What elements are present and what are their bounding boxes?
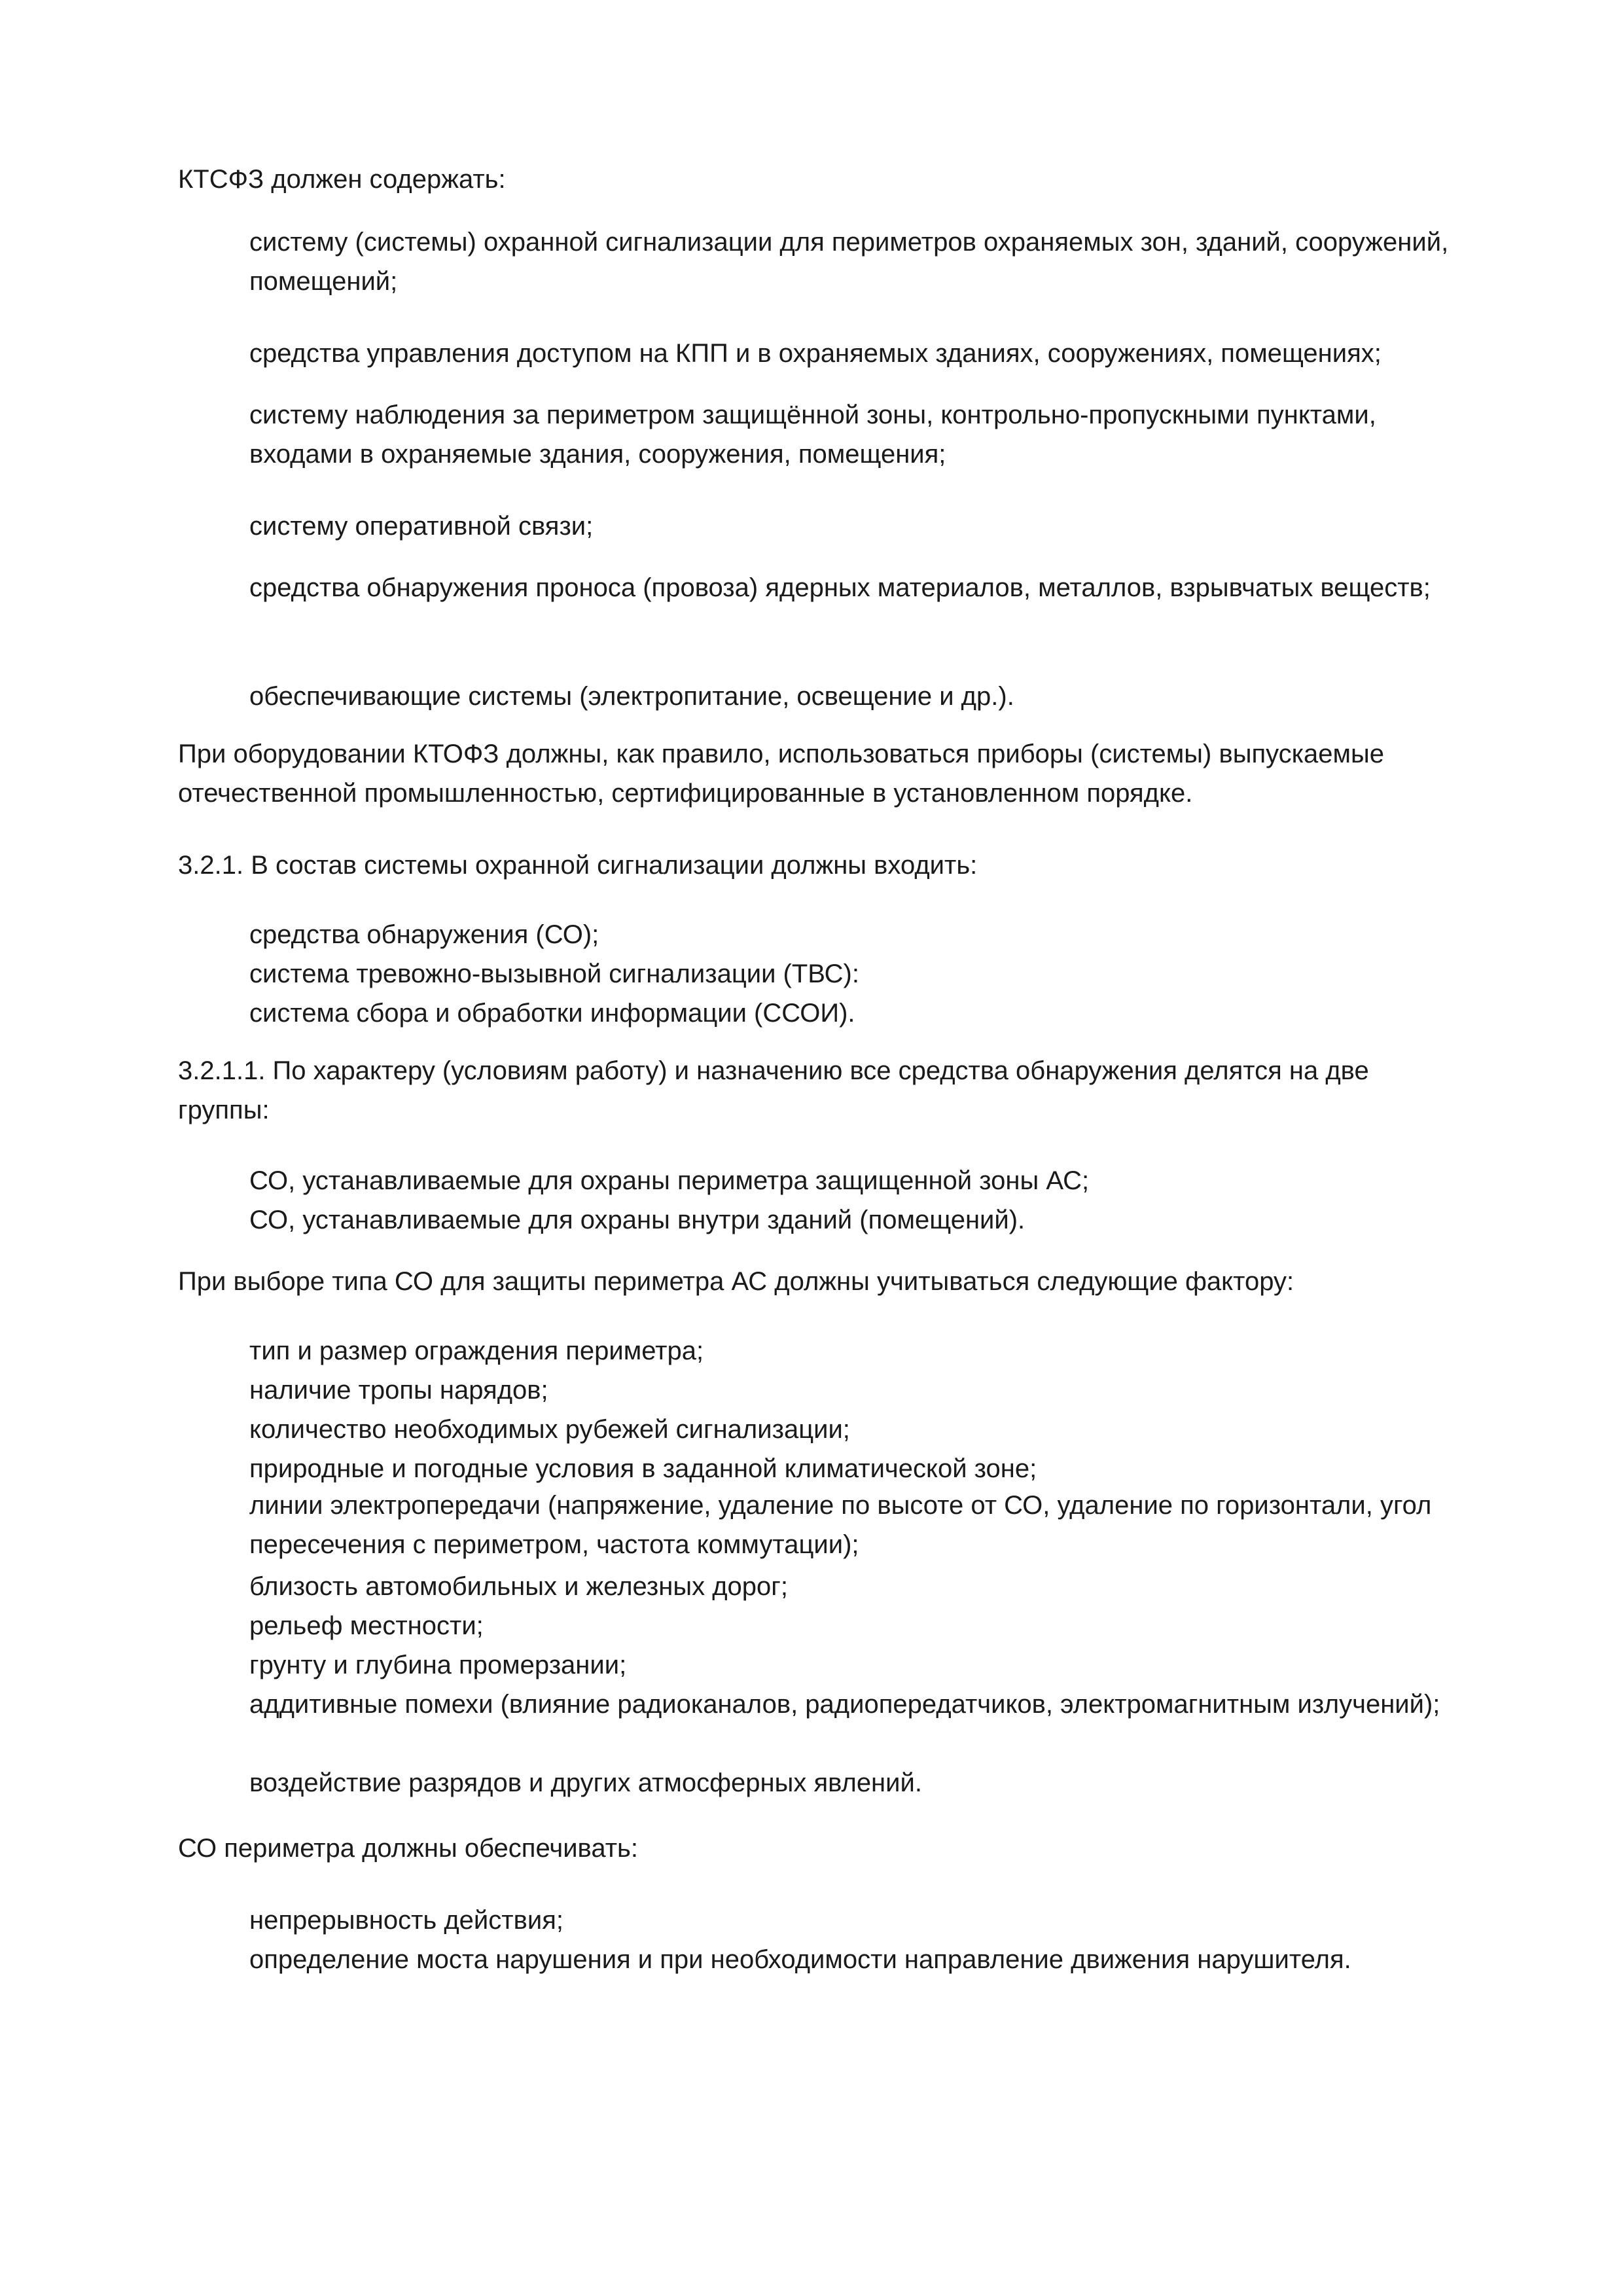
list-item: тип и размер ограждения периметра; bbox=[249, 1336, 704, 1365]
list-item: грунту и глубина промерзании; bbox=[249, 1651, 627, 1679]
list-item: непрерывность действия; bbox=[249, 1906, 563, 1935]
list-item: линии электропередачи (напряжение, удаление по высоте от СО, удаление по горизонтали, угол пересечения с периметром, частота коммутации); bbox=[249, 1491, 1432, 1559]
list-item: определение моста нарушения и при необходимости направление движения нарушителя. bbox=[249, 1945, 1351, 1974]
list-item: СО, устанавливаемые для охраны внутри зданий (помещений). bbox=[249, 1206, 1026, 1234]
list-item: обеспечивающие системы (электропитание, освещение и др.). bbox=[249, 682, 1014, 711]
perimeter-intro: СО периметра должны обеспечивать: bbox=[178, 1834, 638, 1863]
list-item: средства управления доступом на КПП и в охраняемых зданиях, сооружениях, помещениях; bbox=[249, 339, 1382, 368]
list-item: систему (системы) охранной сигнализации для периметров охраняемых зон, зданий, сооружений, помещений; bbox=[249, 228, 1449, 296]
section-3-2-1-1-heading: 3.2.1.1. По характеру (условиям работу) и назначению все средства обнаружения делятся на две группы: bbox=[178, 1056, 1369, 1124]
list-item: СО, устанавливаемые для охраны периметра защищенной зоны АС; bbox=[249, 1166, 1090, 1195]
section-3-2-1-heading: 3.2.1. В состав системы охранной сигнализации должны входить: bbox=[178, 851, 978, 880]
intro-line: КТСФЗ должен содержать: bbox=[178, 165, 506, 194]
list-item: количество необходимых рубежей сигнализации; bbox=[249, 1415, 850, 1444]
list-item: систему наблюдения за периметром защищённой зоны, контрольно-пропускными пунктами, входами в охраняемые здания, сооружения, помещения; bbox=[249, 401, 1376, 469]
list-item: близость автомобильных и железных дорог; bbox=[249, 1572, 788, 1601]
list-item: система тревожно-вызывной сигнализации (ТВС): bbox=[249, 960, 859, 988]
list-item: наличие тропы нарядов; bbox=[249, 1376, 548, 1405]
list-item: природные и погодные условия в заданной климатической зоне; bbox=[249, 1454, 1037, 1483]
factors-intro: При выборе типа СО для защиты периметра АС должны учитываться следующие фактору: bbox=[178, 1267, 1294, 1296]
list-item: средства обнаружения проноса (провоза) ядерных материалов, металлов, взрывчатых веществ; bbox=[249, 573, 1431, 602]
list-item: систему оперативной связи; bbox=[249, 512, 594, 541]
list-item: аддитивные помехи (влияние радиоканалов, радиопередатчиков, электромагнитным излучений); bbox=[249, 1690, 1440, 1719]
list-item: система сбора и обработки информации (ССОИ). bbox=[249, 999, 855, 1028]
list-item: воздействие разрядов и других атмосферных явлений. bbox=[249, 1768, 922, 1797]
list-item: средства обнаружения (СО); bbox=[249, 920, 599, 949]
list-item: рельеф местности; bbox=[249, 1611, 484, 1640]
equipment-paragraph: При оборудовании КТОФЗ должны, как правило, использоваться приборы (системы) выпускаемые отечественной промышленностью, сертифицированные в установленном порядке. bbox=[178, 740, 1385, 808]
